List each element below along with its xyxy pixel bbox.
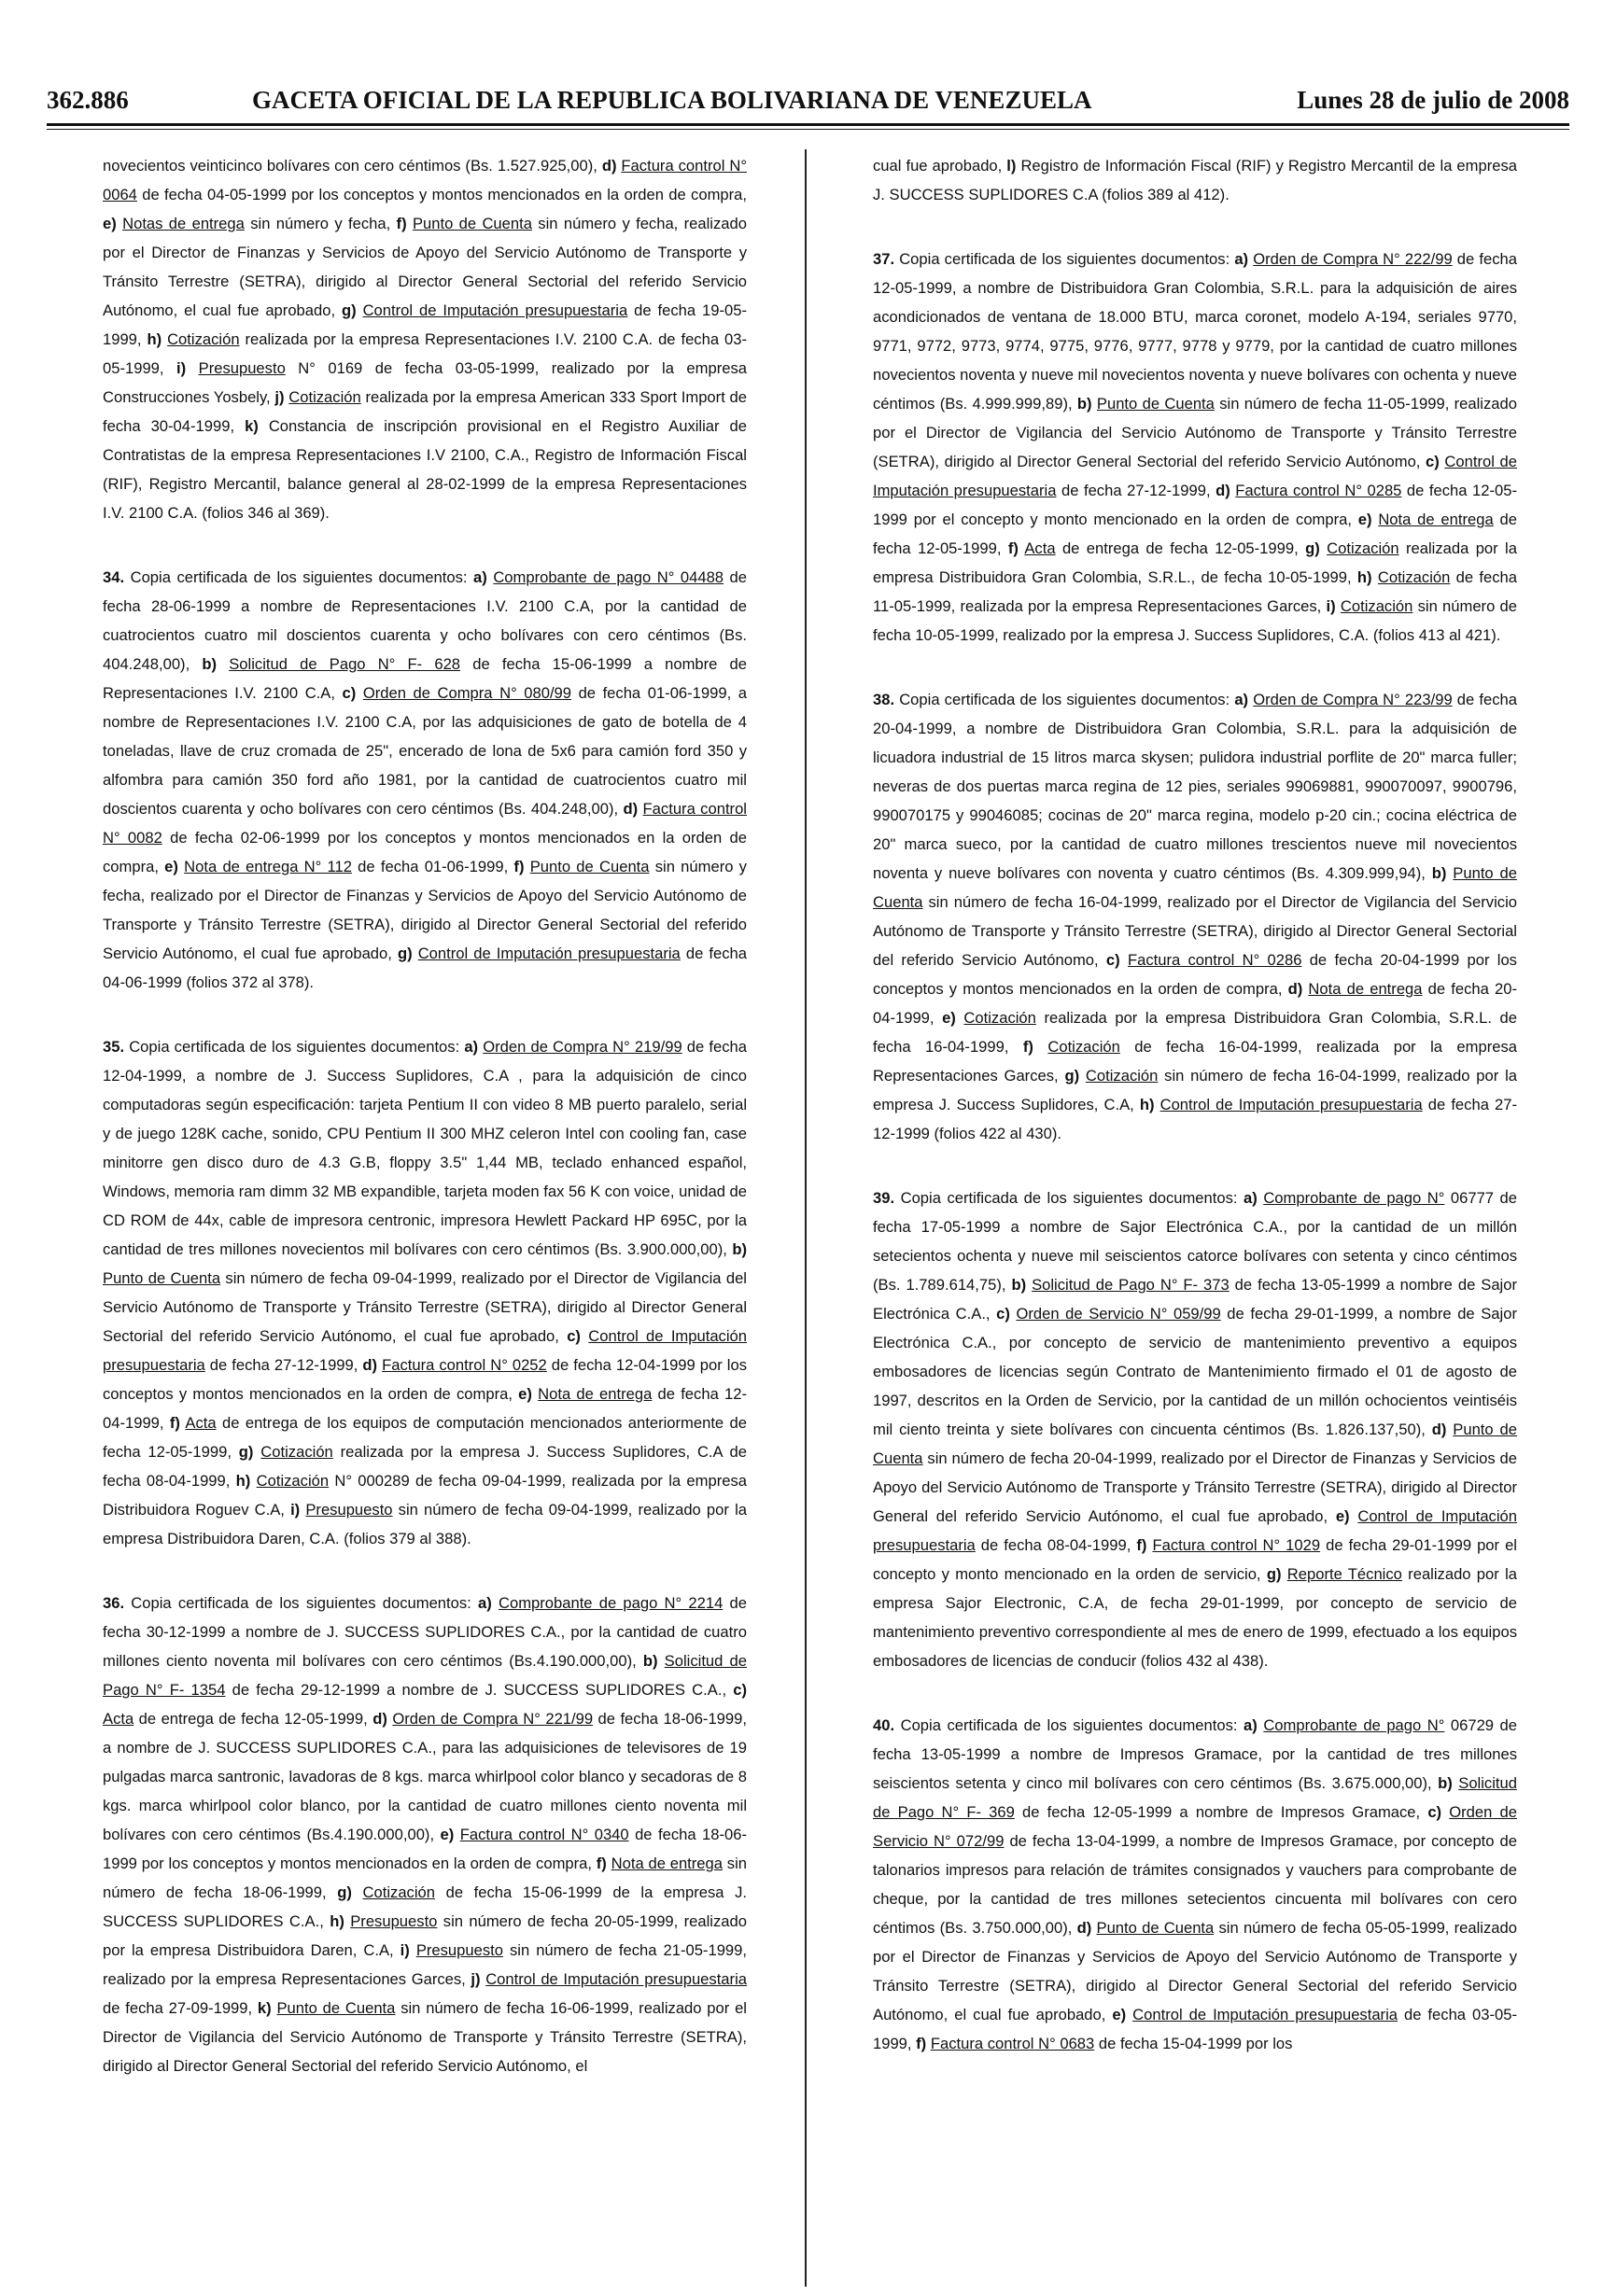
paragraph-text: sin número de fecha 16-04-1999, realizado por el Director de Vigilancia del Servicio Autónomo de Transporte y Tránsito Terrestre (SETRA), dirigido al Director General Sectorial del referido Servicio Autónomo,	[873, 893, 1517, 969]
paragraph-text: de fecha 27-09-1999,	[103, 1999, 258, 2017]
item-marker: d)	[1216, 482, 1230, 499]
paragraph-text: 06777 de fecha 17-05-1999 a nombre de Sajor Electrónica C.A., por la cantidad de un millón setecientos ochenta y nueve mil seiscientos catorce bolívares con setenta y cinco céntimos (Bs. 1.789.614,75),	[873, 1189, 1517, 1294]
item-marker: c)	[342, 684, 357, 702]
item-marker: d)	[623, 800, 639, 818]
item-marker: b)	[1076, 395, 1092, 413]
item-marker: j)	[471, 1970, 481, 1988]
item-marker: 39.	[873, 1189, 895, 1207]
document-reference: Cotización	[1327, 539, 1399, 557]
paragraph-text: sin número de fecha 10-05-1999, realizado por la empresa J. Success Suplidores, C.A. (folios 413 al 421).	[873, 597, 1517, 644]
paragraph-text: de fecha 12-05-1999 por el concepto y monto mencionado en la orden de compra,	[873, 482, 1517, 528]
item-marker: c)	[567, 1327, 581, 1345]
document-reference: Orden de Compra N° 221/99	[392, 1710, 594, 1728]
paragraph-text: de fecha 20-04-1999, a nombre de Distribuidora Gran Colombia, S.R.L. para la adquisición de licuadora industrial de 15 litros marca skysen; pulidora industrial porflite de 20" marca fuller; neveras de dos puertas marca regina de 12 pies, seriales 99069881, 990070097, 9900796, 990070175 y 99046085; cocinas de 20" marca regina, modelo p-20 cin.; cocina eléctrica de 20" marca sueco, por la cantidad de cuatro millones trescientos nueve mil novecientos noventa y nueve bolívares con noventa y cuatro céntimos (Bs. 4.309.999,94),	[873, 691, 1517, 882]
item-marker: f)	[1136, 1536, 1147, 1554]
paragraph-text: Copia certificada de los siguientes documentos:	[894, 1716, 1244, 1734]
document-reference: Comprobante de pago N° 2214	[498, 1594, 724, 1612]
document-reference: Cotización	[260, 1443, 333, 1461]
document-reference: Cotización	[167, 330, 240, 348]
document-reference: Notas de entrega	[122, 215, 245, 232]
paragraph-text: de fecha 12-04-1999 por los conceptos y montos mencionados en la orden de compra,	[103, 1356, 747, 1403]
paragraph-text: novecientos veinticinco bolívares con cero céntimos (Bs. 1.527.925,00),	[103, 157, 602, 175]
paragraph-text: de fecha 16-04-1999, realizada por la empresa Representaciones Garces,	[873, 1038, 1517, 1085]
document-reference: Reporte Técnico	[1286, 1565, 1402, 1583]
document-reference: Orden de Servicio N° 072/99	[873, 1803, 1517, 1850]
paragraph-text: sin número de fecha 05-05-1999, realizado por el Director de Finanzas y Servicios de Apoyo del Servicio Autónomo de Transporte y Tránsito Terrestre (SETRA), dirigido al Director General Sectorial del referido Servicio Autónomo, el cual fue aprobado,	[873, 1919, 1517, 2023]
document-reference: Orden de Compra N° 222/99	[1253, 250, 1453, 268]
right-column	[873, 151, 1517, 2093]
paragraph-text: de fecha 03-05-1999,	[873, 2006, 1517, 2052]
document-reference: Nota de entrega	[1378, 511, 1494, 528]
document-reference: Solicitud de Pago N° F- 373	[1032, 1276, 1230, 1294]
item-marker: k)	[245, 417, 259, 435]
paragraph-text: Copia certificada de los siguientes documentos:	[124, 568, 474, 586]
paragraph-text	[410, 1941, 416, 1959]
item-marker: a)	[473, 568, 487, 586]
paragraph-text: N° 0169 de fecha 03-05-1999, realizado por la empresa Construcciones Yosbely,	[103, 359, 747, 406]
document-reference: Nota de entrega	[611, 1855, 723, 1872]
paragraph-text: de fecha 13-04-1999, a nombre de Impresos Gramace, por concepto de talonarios impresos para relación de trámites consignados y vauchers para comprobante de cheque, por la cantidad de tres millones setecientos cincuenta mil bolívares con cero céntimos (Bs. 3.750.000,00),	[873, 1832, 1517, 1937]
document-reference: Nota de entrega	[538, 1385, 653, 1403]
item-marker: h)	[1139, 1096, 1155, 1113]
item-marker: b)	[1438, 1774, 1453, 1792]
paragraph-cont	[103, 151, 747, 527]
paragraph-text: de fecha 28-06-1999 a nombre de Representaciones I.V. 2100 C.A, por la cantidad de cuatrocientos cuatro mil doscientos cuarenta y ocho bolívares con cero céntimos (Bs. 404.248,00),	[103, 568, 747, 673]
document-reference: Presupuesto	[305, 1501, 393, 1519]
document-reference: Cotización	[288, 388, 361, 406]
paragraph-text: realizada por la empresa Representaciones I.V. 2100 C.A. de fecha 03-05-1999,	[103, 330, 747, 377]
item-marker: i)	[400, 1941, 410, 1959]
paragraph-text	[492, 1594, 499, 1612]
paragraph-text: de entrega de fecha 12-05-1999,	[134, 1710, 373, 1728]
item-marker: a)	[1244, 1189, 1258, 1207]
document-reference: Acta	[1024, 539, 1056, 557]
left-column	[103, 151, 747, 2116]
item-marker: i)	[1326, 597, 1336, 615]
paragraph-text: sin número de fecha 20-05-1999, realizado por la empresa Distribuidora Daren, C.A,	[103, 1912, 747, 1959]
item-marker: g)	[341, 301, 357, 319]
item-marker: h)	[1356, 568, 1372, 586]
item-marker: d)	[362, 1356, 378, 1374]
paragraph-text: sin número de fecha 09-04-1999, realizado por la empresa Distribuidora Daren, C.A. (folios 379 al 388).	[103, 1501, 747, 1547]
item-marker: d)	[1287, 980, 1303, 998]
document-reference: Orden de Compra N° 080/99	[362, 684, 572, 702]
paragraph-item-34	[103, 563, 747, 997]
item-marker: b)	[202, 655, 218, 673]
document-reference: Comprobante de pago N°	[1263, 1189, 1445, 1207]
gazette-title: GACETA OFICIAL DE LA REPUBLICA BOLIVARIANA DE VENEZUELA	[252, 86, 1092, 114]
document-reference: Factura control N° 0340	[459, 1826, 629, 1843]
item-marker: f)	[1007, 539, 1019, 557]
item-marker: e)	[1335, 1507, 1350, 1525]
item-marker: f)	[513, 858, 525, 875]
item-marker: 40.	[873, 1716, 895, 1734]
paragraph-text	[1033, 1038, 1047, 1056]
paragraph-text: de fecha 15-06-1999 a nombre de Representaciones I.V. 2100 C.A,	[103, 655, 748, 702]
item-marker: a)	[1234, 250, 1249, 268]
item-marker: h)	[330, 1912, 344, 1930]
item-marker: i)	[290, 1501, 301, 1519]
item-marker: c)	[1426, 453, 1440, 470]
item-marker: d)	[1431, 1421, 1447, 1438]
paragraph-text: realizada por la empresa J. Success Suplidores, C.A de fecha 08-04-1999,	[103, 1443, 747, 1490]
document-reference: Punto de Cuenta	[1096, 1919, 1215, 1937]
document-reference: Presupuesto	[350, 1912, 438, 1930]
paragraph-text: de fecha 29-01-1999 por el concepto y monto mencionado en la orden de servicio,	[873, 1536, 1517, 1583]
item-marker: d)	[372, 1710, 387, 1728]
paragraph-text: Constancia de inscripción provisional en el Registro Auxiliar de Contratistas de la empresa Representaciones I.V 2100, C.A., Registro de Información Fiscal (RIF), Registro Mercantil, balance general al 28-02-1999 de la empresa Representaciones I.V. 2100 C.A. (folios 346 al 369).	[103, 417, 747, 522]
document-reference: Punto de Cuenta	[873, 864, 1517, 911]
document-reference: Punto de Cuenta	[1096, 395, 1215, 413]
paragraph-text: de fecha 04-06-1999 (folios 372 al 378).	[103, 945, 747, 991]
document-reference: Nota de entrega N° 112	[184, 858, 352, 875]
document-reference: Presupuesto	[198, 359, 286, 377]
document-reference: Factura control N° 0082	[103, 800, 747, 847]
paragraph-text: realizada por la empresa American 333 Sport Import de fecha 30-04-1999,	[103, 388, 747, 435]
paragraph-text: sin número de fecha 16-06-1999, realizado por el Director de Vigilancia del Servicio Autónomo de Transporte y Tránsito Terrestre (SETRA), dirigido al Director General Sectorial del referido Servicio Autónomo, el	[103, 1999, 747, 2075]
paragraph-text: sin número de fecha 09-04-1999, realizado por el Director de Vigilancia del Servicio Autónomo de Transporte y Tránsito Terrestre (SETRA), dirigido al Director General Sectorial del referido Servicio Autónomo, el cual fue aprobado,	[103, 1269, 747, 1345]
paragraph-item-35	[103, 1032, 747, 1553]
document-reference: Comprobante de pago N°	[1263, 1716, 1445, 1734]
document-reference: Factura control N° 0252	[382, 1356, 547, 1374]
item-marker: e)	[942, 1009, 956, 1027]
document-reference: Acta	[185, 1414, 217, 1432]
paragraph-text: de fecha 29-01-1999, a nombre de Sajor Electrónica C.A., por concepto de servicio de mantenimiento preventivo a equipos embosadores de licencias según Contrato de Mantenimiento firmado el 01 de agosto de 1997, descritos en la Orden de Servicio, por la cantidad de un millón ochocientos veintiséis mil ciento treinta y siete bolívares con cincuenta céntimos (Bs. 1.826.137,50),	[873, 1305, 1517, 1438]
paragraph-text	[357, 301, 363, 319]
paragraph-text: de fecha 27-12-1999 (folios 422 al 430).	[873, 1096, 1517, 1142]
paragraph-text: realizada por la empresa Distribuidora Gran Colombia, S.R.L., de fecha 10-05-1999,	[873, 539, 1517, 586]
paragraph-text	[658, 1652, 665, 1670]
item-marker: e)	[1357, 511, 1372, 528]
document-reference: Presupuesto	[415, 1941, 503, 1959]
paragraph-text: de fecha 20-04-1999,	[873, 980, 1517, 1027]
paragraph-text: de fecha 12-05-1999, a nombre de Distribuidora Gran Colombia, S.R.L. para la adquisición de aires acondicionados de ventana de 18.000 BTU, marca coronet, modelo A-194, seriales 9770, 9771, 9772, 9773, 9774, 9775, 9776, 9777, 9778 y 9779, por la cantidad de cuatro millones novecientos noventa y nueve mil novecientos noventa y nueve bolívares con ochenta y nueve céntimos (Bs. 4.999.999,89),	[873, 250, 1518, 413]
paragraph-text: de fecha 20-04-1999 por los conceptos y montos mencionados en la orden de compra,	[873, 951, 1517, 998]
paragraph-text: Copia certificada de los siguientes documentos:	[894, 691, 1235, 708]
item-marker: j)	[274, 388, 285, 406]
paragraph-text: 06729 de fecha 13-05-1999 a nombre de Impresos Gramace, por la cantidad de tres millones seiscientos setenta y cinco mil bolívares con cero céntimos (Bs. 3.675.000,00),	[873, 1716, 1517, 1792]
item-marker: b)	[642, 1652, 658, 1670]
paragraph-text	[186, 359, 198, 377]
document-reference: Solicitud de Pago N° F- 1354	[103, 1652, 747, 1699]
paragraph-text: sin número y fecha,	[244, 215, 397, 232]
item-marker: 34.	[103, 568, 125, 586]
item-marker: e)	[164, 858, 178, 875]
paragraph-item-36	[103, 1589, 747, 2080]
paragraph-text: sin número y fecha, realizado por el Director de Finanzas y Servicios de Apoyo del Servicio Autónomo de Transporte y Tránsito Terrestre (SETRA), dirigido al Director General Sectorial del referido Servicio Autónomo, el cual fue aprobado,	[103, 215, 747, 319]
paragraph-text: realizada por la empresa Distribuidora Gran Colombia, S.R.L. de fecha 16-04-1999,	[873, 1009, 1517, 1056]
item-marker: a)	[464, 1038, 479, 1056]
document-reference: Cotización	[963, 1009, 1036, 1027]
document-reference: Factura control N° 0286	[1127, 951, 1302, 969]
paragraph-text: de fecha 08-04-1999,	[975, 1536, 1137, 1554]
item-marker: i)	[176, 359, 187, 377]
paragraph-text: de fecha 04-05-1999 por los conceptos y montos mencionados en la orden de compra,	[136, 186, 747, 203]
paragraph-text: N° 000289 de fecha 09-04-1999, realizada por la empresa Distribuidora Roguev C.A,	[103, 1472, 747, 1519]
document-reference: Cotización	[1340, 597, 1413, 615]
document-reference: Cotización	[1085, 1067, 1159, 1085]
paragraph-text: de fecha 18-06-1999 por los conceptos y montos mencionados en la orden de compra,	[103, 1826, 747, 1872]
paragraph-item-39	[873, 1183, 1517, 1675]
document-reference: Control de Imputación presupuestaria	[1159, 1096, 1423, 1113]
paragraph-text: sin número y fecha, realizado por el Director de Finanzas y Servicios de Apoyo del Servicio Autónomo de Transporte y Tránsito Terrestre (SETRA), dirigido al Director General Sectorial del referido Servicio Autónomo, el cual fue aprobado,	[103, 858, 747, 962]
paragraph-text: de fecha 12-04-1999, a nombre de J. Success Suplidores, C.A , para la adquisición de cinco computadoras según especificación: tarjeta Pentium II con video 8 MB puerto paralelo, serial y de juego 128K cache, sonido, CPU Pentium II 300 MHZ celeron Intel con cooling fan, case minitorre gen disco duro de 4.3 G.B, floppy 3.5" 1,44 MB, teclado enhanced español, Windows, memoria ram dimm 32 MB expandible, tarjeta moden fax 56 K con voice, unidad de CD ROM de 44x, cable de impresora centronic, impresora Hewlett Packard HP 695C, por la cantidad de tres millones novecientos mil bolívares con cero céntimos (Bs. 3.900.000,00),	[103, 1038, 747, 1258]
item-marker: d)	[1076, 1919, 1092, 1937]
document-reference: Factura control N° 0683	[930, 2035, 1095, 2052]
paragraph-cont-right	[873, 151, 1517, 209]
paragraph-text: de entrega de los equipos de computación mencionados anteriormente de fecha 12-05-1999,	[103, 1414, 747, 1461]
paragraph-item-40	[873, 1711, 1517, 2058]
paragraph-text: de fecha 15-06-1999 de la empresa J. SUCCESS SUPLIDORES C.A.,	[103, 1883, 747, 1930]
item-marker: f)	[916, 2035, 927, 2052]
paragraph-text: de fecha 29-12-1999 a nombre de J. SUCCESS SUPLIDORES C.A.,	[225, 1681, 734, 1699]
item-marker: c)	[1427, 1803, 1442, 1821]
document-reference: Orden de Compra N° 223/99	[1253, 691, 1453, 708]
paragraph-item-37	[873, 245, 1517, 650]
document-reference: Orden de Compra N° 219/99	[483, 1038, 682, 1056]
issue-date: Lunes 28 de julio de 2008	[1297, 86, 1569, 114]
item-marker: b)	[1011, 1276, 1027, 1294]
item-marker: h)	[147, 330, 162, 348]
page-number: 362.886	[47, 86, 129, 114]
item-marker: 36.	[103, 1594, 125, 1612]
paragraph-text: Registro de Información Fiscal (RIF) y Registro Mercantil de la empresa J. SUCCESS SUPLIDORES C.A (folios 389 al 412).	[873, 157, 1517, 203]
item-marker: e)	[1112, 2006, 1127, 2023]
paragraph-text	[217, 655, 229, 673]
item-marker: k)	[257, 1999, 272, 2017]
document-reference: Punto de Cuenta	[529, 858, 650, 875]
item-marker: f)	[169, 1414, 180, 1432]
document-reference: Control de Imputación presupuestaria	[1132, 2006, 1398, 2023]
item-marker: b)	[1431, 864, 1447, 882]
paragraph-text: de fecha 12-05-1999,	[873, 511, 1517, 557]
paragraph-text: de fecha 12-04-1999,	[103, 1385, 747, 1432]
item-marker: e)	[518, 1385, 532, 1403]
document-reference: Control de Imputación presupuestaria	[417, 945, 681, 962]
header-rule-thin	[47, 129, 1569, 130]
paragraph-text	[356, 684, 363, 702]
document-reference: Solicitud de Pago N° F- 628	[229, 655, 461, 673]
document-reference: Cotización	[1377, 568, 1451, 586]
document-reference: Factura control N° 0064	[103, 157, 747, 203]
item-marker: f)	[596, 1855, 607, 1872]
document-reference: Cotización	[1047, 1038, 1120, 1056]
document-reference: Control de Imputación presupuestaria	[103, 1327, 747, 1374]
document-reference: Punto de Cuenta	[276, 1999, 396, 2017]
paragraph-text	[1079, 1067, 1086, 1085]
item-marker: f)	[1022, 1038, 1033, 1056]
item-marker: 38.	[873, 691, 895, 708]
page-header	[47, 86, 1569, 123]
document-reference: Control de Imputación presupuestaria	[873, 1507, 1517, 1554]
paragraph-text: de fecha 18-06-1999, a nombre de J. SUCCESS SUPLIDORES C.A., para las adquisiciones de televisores de 19 pulgadas marca santronic, lavadoras de 8 kgs. marca whirlpool color blanco y secadoras de 8 kgs. marca whirlpool color blanco, por la cantidad de cuatro millones ciento noventa mil bolívares con cero céntimos (Bs.4.190.000,00),	[103, 1710, 747, 1843]
item-marker: f)	[396, 215, 407, 232]
document-reference: Punto de Cuenta	[103, 1269, 221, 1287]
paragraph-text: de fecha 15-04-1999 por los	[1094, 2035, 1293, 2052]
paragraph-text: de fecha 13-05-1999 a nombre de Sajor Electrónica C.A.,	[873, 1276, 1517, 1323]
item-marker: c)	[1105, 951, 1120, 969]
header-rule	[47, 123, 1569, 126]
paragraph-text: de fecha 02-06-1999 por los conceptos y montos mencionados en la orden de compra,	[103, 829, 747, 875]
paragraph-text	[1120, 951, 1128, 969]
item-marker: b)	[732, 1240, 747, 1258]
paragraph-text: de fecha 12-05-1999 a nombre de Impresos Gramace,	[1014, 1803, 1428, 1821]
paragraph-text: de fecha 11-05-1999, realizada por la empresa Representaciones Garces,	[873, 568, 1517, 615]
item-marker: 35.	[103, 1038, 125, 1056]
item-marker: g)	[1064, 1067, 1080, 1085]
item-marker: c)	[733, 1681, 747, 1699]
paragraph-text: de fecha 01-06-1999, a nombre de Representaciones I.V. 2100 C.A, por las adquisiciones de gato de botella de 4 toneladas, llave de cruz cromada de 25", encerado de lona de 5x6 para camión ford 350 y alfombra para camión 350 ford año 1981, por la cantidad de cuatrocientos cuatro mil doscientos cuarenta y ocho bolívares con cero céntimos (Bs. 404.248,00),	[103, 684, 747, 818]
item-marker: d)	[601, 157, 617, 175]
paragraph-text: Copia certificada de los siguientes documentos:	[124, 1038, 465, 1056]
item-marker: a)	[1234, 691, 1249, 708]
document-reference: Solicitud de Pago N° F- 369	[873, 1774, 1517, 1821]
document-reference: Cotización	[362, 1883, 435, 1901]
item-marker: 37.	[873, 250, 895, 268]
document-reference: Punto de Cuenta	[873, 1421, 1517, 1467]
paragraph-text: sin número de fecha 21-05-1999, realizado por la empresa Representaciones Garces,	[103, 1941, 747, 1988]
item-marker: h)	[235, 1472, 251, 1490]
paragraph-text: Copia certificada de los siguientes documentos:	[894, 1189, 1244, 1207]
item-marker: e)	[440, 1826, 455, 1843]
item-marker: e)	[103, 215, 117, 232]
document-reference: Control de Imputación presupuestaria	[873, 453, 1517, 499]
document-reference: Comprobante de pago N° 04488	[493, 568, 724, 586]
item-marker: g)	[238, 1443, 254, 1461]
paragraph-text: de fecha 27-12-1999,	[204, 1356, 363, 1374]
item-marker: g)	[397, 945, 413, 962]
paragraph-text: de entrega de fecha 12-05-1999,	[1055, 539, 1306, 557]
paragraph-text: sin número de fecha 16-04-1999, realizado por la empresa J. Success Suplidores, C.A,	[873, 1067, 1517, 1113]
item-marker: g)	[1266, 1565, 1282, 1583]
document-reference: Control de Imputación presupuestaria	[485, 1970, 747, 1988]
item-marker: c)	[996, 1305, 1010, 1323]
document-reference: Punto de Cuenta	[412, 215, 532, 232]
paragraph-text: Copia certificada de los siguientes documentos:	[124, 1594, 478, 1612]
item-marker: a)	[478, 1594, 492, 1612]
item-marker: g)	[337, 1883, 352, 1901]
paragraph-text	[352, 1883, 363, 1901]
paragraph-text: realizado por la empresa Sajor Electronic, C.A, de fecha 29-01-1999, por concepto de servicio de mantenimiento preventivo correspondiente al mes de enero de 1999, efectuado a los equipos embosadores de licencias de conducir (folios 432 al 438).	[873, 1565, 1517, 1670]
paragraph-text: cual fue aprobado,	[873, 157, 1007, 175]
paragraph-text: de fecha 27-12-1999,	[1056, 482, 1216, 499]
paragraph-item-38	[873, 685, 1517, 1148]
item-marker: a)	[1244, 1716, 1258, 1734]
document-reference: Cotización	[256, 1472, 330, 1490]
item-marker: l)	[1006, 157, 1017, 175]
document-reference: Nota de entrega	[1308, 980, 1423, 998]
paragraph-text: sin número de fecha 11-05-1999, realizado por el Director de Vigilancia del Servicio Autónomo de Transporte y Tránsito Terrestre (SETRA), dirigido al Director General Sectorial del referido Servicio Autónomo,	[873, 395, 1517, 470]
column-divider	[805, 149, 807, 2287]
paragraph-text: de fecha 01-06-1999,	[351, 858, 514, 875]
document-reference: Factura control N° 1029	[1152, 1536, 1321, 1554]
paragraph-text: de fecha 19-05-1999,	[103, 301, 747, 348]
document-reference: Acta	[103, 1710, 134, 1728]
document-reference: Factura control N° 0285	[1235, 482, 1402, 499]
document-reference: Control de Imputación presupuestaria	[362, 301, 628, 319]
document-reference: Orden de Servicio N° 059/99	[1016, 1305, 1221, 1323]
item-marker: g)	[1305, 539, 1320, 557]
paragraph-text: Copia certificada de los siguientes documentos:	[894, 250, 1235, 268]
paragraph-text: de fecha 30-12-1999 a nombre de J. SUCCESS SUPLIDORES C.A., por la cantidad de cuatro millones ciento noventa mil bolívares con cero céntimos (Bs.4.190.000,00),	[103, 1594, 747, 1670]
paragraph-text: sin número de fecha 18-06-1999,	[103, 1855, 747, 1901]
paragraph-text: sin número de fecha 20-04-1999, realizado por el Director de Finanzas y Servicios de Apoyo del Servicio Autónomo de Transporte y Tránsito Terrestre (SETRA), dirigido al Director General del referido Servicio Autónomo, el cual fue aprobado,	[873, 1449, 1517, 1525]
